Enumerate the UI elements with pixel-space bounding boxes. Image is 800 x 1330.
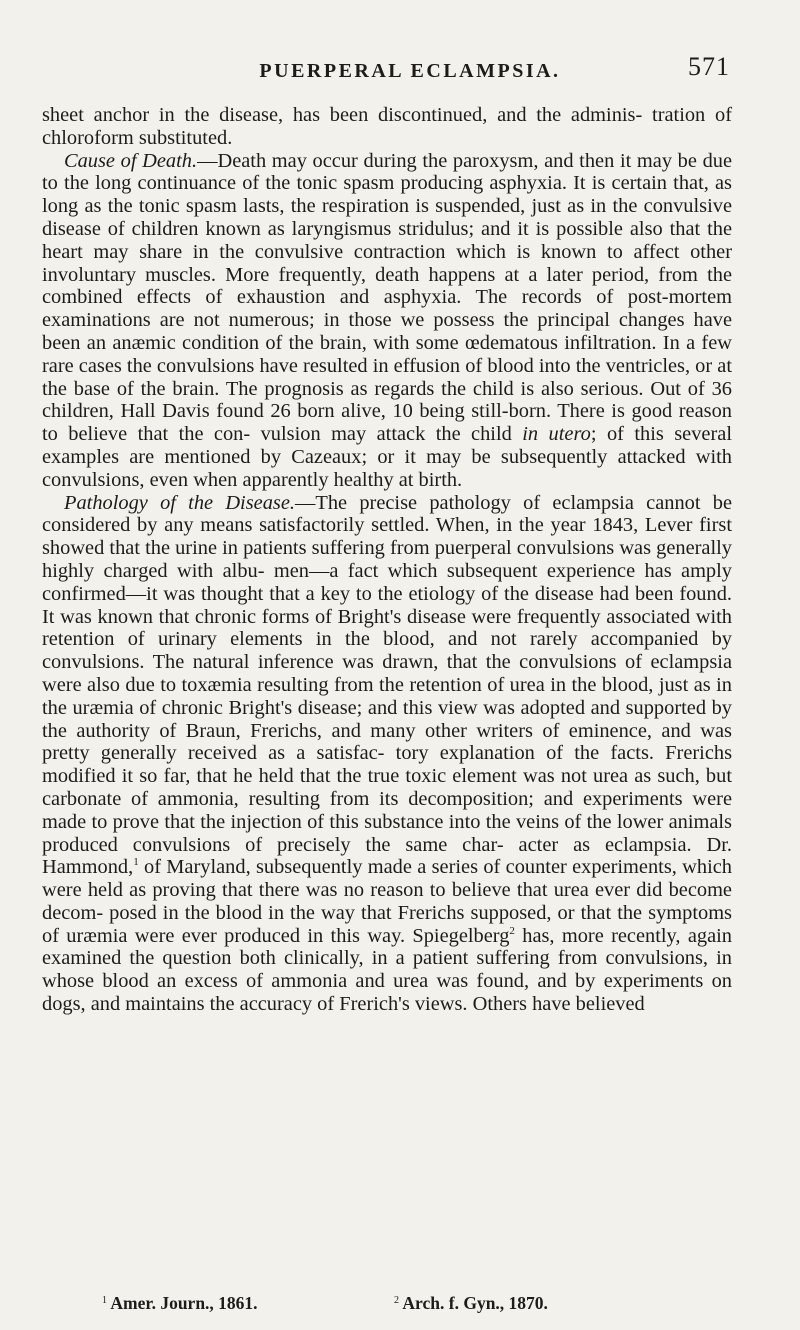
paragraph-pathology <box>42 492 732 1016</box>
footnote-mark: 2 <box>394 1295 399 1306</box>
paragraph-text: —The precise pathology of eclampsia cannot be considered by any means satisfactorily settled. When, in the year 1843, Lever first showed that the urine in patients suffering from puerperal convulsions was generally highly charged with albu- men—a fact which subsequent experience has amply confirmed—it was thought that a key to the etiology of the disease had been found. It was known that chronic forms of Bright's disease were frequently associated with retention of urinary elements in the blood, and not rarely accompanied by convulsions. The natural inference was drawn, that the convulsions of eclampsia were also due to toxæmia resulting from the retention of urea in the blood, just as in the uræmia of chronic Bright's disease; and this view was adopted and supported by the authority of Braun, Frerichs, and many other writers of eminence, and was pretty generally received as a satisfac- tory explanation of the facts. Frerichs modified it so far, that he held that the true toxic element was not urea as such, but carbonate of ammonia, resulting from its decomposition; and experiments were made to prove that the injection of this substance into the veins of the lower animals produced convulsions of precisely the same char- acter as eclampsia. Dr. Hammond, <box>42 491 732 879</box>
section-heading-pathology: Pathology of the Disease. <box>64 491 295 514</box>
paragraph-text: —Death may occur during the paroxysm, and then it may be due to the long continuance of the tonic spasm producing asphyxia. It is certain that, as long as the tonic spasm lasts, the respiration is suspended, just as in the convulsive disease of children known as laryngismus stridulus; and it is possible also that the heart may share in the convulsive contraction which is known to affect other involuntary muscles. More frequently, death happens at a later period, from the combined effects of exhaustion and asphyxia. The records of post-mortem examinations are not numerous; in those we possess the principal changes have been an anæmic condition of the brain, with some œdematous infiltration. In a few rare cases the convulsions have resulted in effusion of blood into the ventricles, or at the base of the brain. The prognosis as regards the child is also serious. Out of 36 children, Hall Davis found 26 born alive, 10 being still-born. There is good reason to believe that the con- vulsion may attack the child <box>42 149 733 446</box>
footnote-text: Amer. Journ., 1861. <box>110 1293 258 1313</box>
footnote-ref: 1 <box>133 856 139 869</box>
body-text <box>42 104 732 1016</box>
footnote <box>394 1293 548 1314</box>
footnote <box>102 1293 258 1314</box>
footnote-text: Arch. f. Gyn., 1870. <box>402 1293 548 1313</box>
paragraph-text: of Maryland, subsequently made a series of counter experiments, which were held as proving that there was no reason to believe that urea ever did become decom- posed in the blood in the way that Frerichs supposed, or that the symptoms of uræmia were ever produced in this way. Spiegelberg <box>42 856 732 947</box>
paragraph-continuation: sheet anchor in the disease, has been discontinued, and the adminis- tration of chloroform substituted. <box>42 104 732 149</box>
page-header <box>90 52 730 92</box>
italic-phrase: in utero <box>522 423 591 446</box>
section-heading-cause-of-death: Cause of Death. <box>64 149 198 172</box>
page-number: 571 <box>688 52 730 81</box>
paragraph-text: ; of this several examples are mentioned by Cazeaux; or it may be subsequently attacked with convulsions, even when apparently healthy at birth. <box>42 423 732 491</box>
footnote-ref: 2 <box>509 924 515 937</box>
paragraph-text: has, more recently, again examined the question both clinically, in a patient suffering from convulsions, in whose blood an excess of ammonia and urea was found, and by experiments on dogs, and maintains the accuracy of Frerich's views. Others have believed <box>42 924 732 1016</box>
paragraph-cause-of-death <box>42 150 732 492</box>
running-head: PUERPERAL ECLAMPSIA. <box>259 60 561 82</box>
footnote-mark: 1 <box>102 1295 107 1306</box>
